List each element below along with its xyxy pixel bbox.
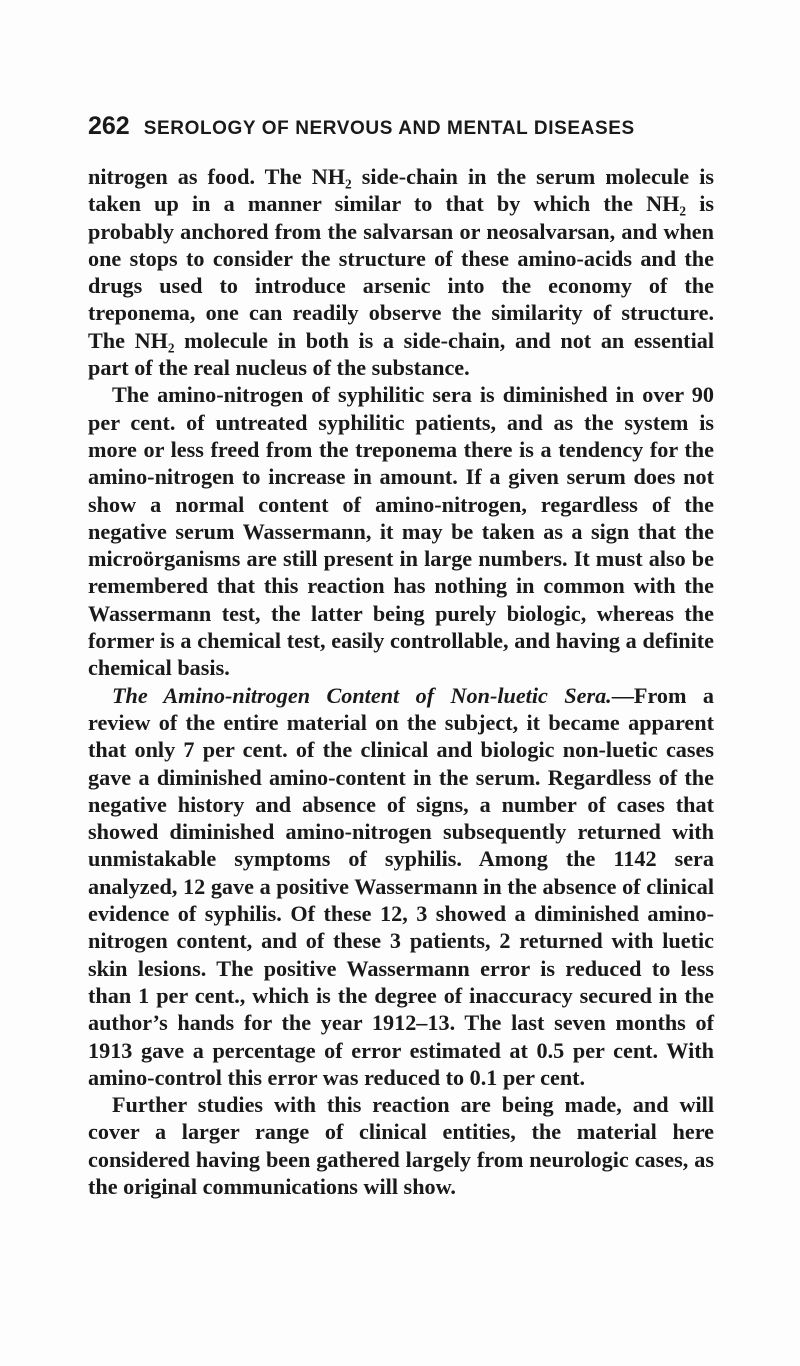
paragraph-2: The amino-nitrogen of syphilitic sera is diminished in over 90 per cent. of untreated syphilitic patients, and as the system is more or less freed from the treponema there is a tendency for the amino-nitrogen to increase in amount. If a given serum does not show a normal content of amino-nitrogen, regardless of the negative serum Wassermann, it may be taken as a sign that the microörganisms are still present in large numbers. It must also be remembered that this reaction has nothing in common with the Wassermann test, the latter being purely biologic, whereas the former is a chemical test, easily controllable, and having a definite chemical basis. [88, 382, 714, 681]
page-number: 262 [88, 112, 130, 140]
paragraph-4: Further studies with this reaction are being made, and will cover a larger range of clinical entities, the material here considered having been gathered largely from neurologic cases, as the original communications will show. [88, 1092, 714, 1199]
running-title: SEROLOGY OF NERVOUS AND MENTAL DISEASES [143, 118, 635, 139]
section-heading: The Amino-nitrogen Content of Non-luetic Sera. [112, 682, 612, 708]
body-text [88, 163, 714, 1200]
paragraph-1: nitrogen as food. The NH₂ side-chain in the serum molecule is taken up in a manner similar to that by which the NH₂ is probably anchored from the salvarsan or neosalvarsan, and when one stops to consider the structure of these amino-acids and the drugs used to introduce arsenic into the economy of the treponema, one can readily observe the similarity of structure. The NH₂ molecule in both is a side-chain, and not an essential part of the real nucleus of the substance. [88, 164, 714, 381]
running-head [88, 112, 714, 141]
paragraph-3-text: —From a review of the entire material on the subject, it became apparent that only 7 per cent. of the clinical and biologic non-luetic cases gave a diminished amino-content in the serum. Regardless of the negative history and absence of signs, a number of cases that showed diminished amino-nitrogen subsequently returned with unmistakable symptoms of syphilis. Among the 1142 sera analyzed, 12 gave a positive Wassermann in the absence of clinical evidence of syphilis. Of these 12, 3 showed a diminished amino-nitrogen content, and of these 3 patients, 2 returned with luetic skin lesions. The positive Wassermann error is reduced to less than 1 per cent., which is the degree of inaccuracy secured in the author’s hands for the year 1912–13. The last seven months of 1913 gave a percentage of error estimated at 0.5 per cent. With amino-control this error was reduced to 0.1 per cent. [88, 682, 714, 1090]
paragraph-3 [88, 682, 714, 1091]
book-page [88, 112, 714, 1200]
